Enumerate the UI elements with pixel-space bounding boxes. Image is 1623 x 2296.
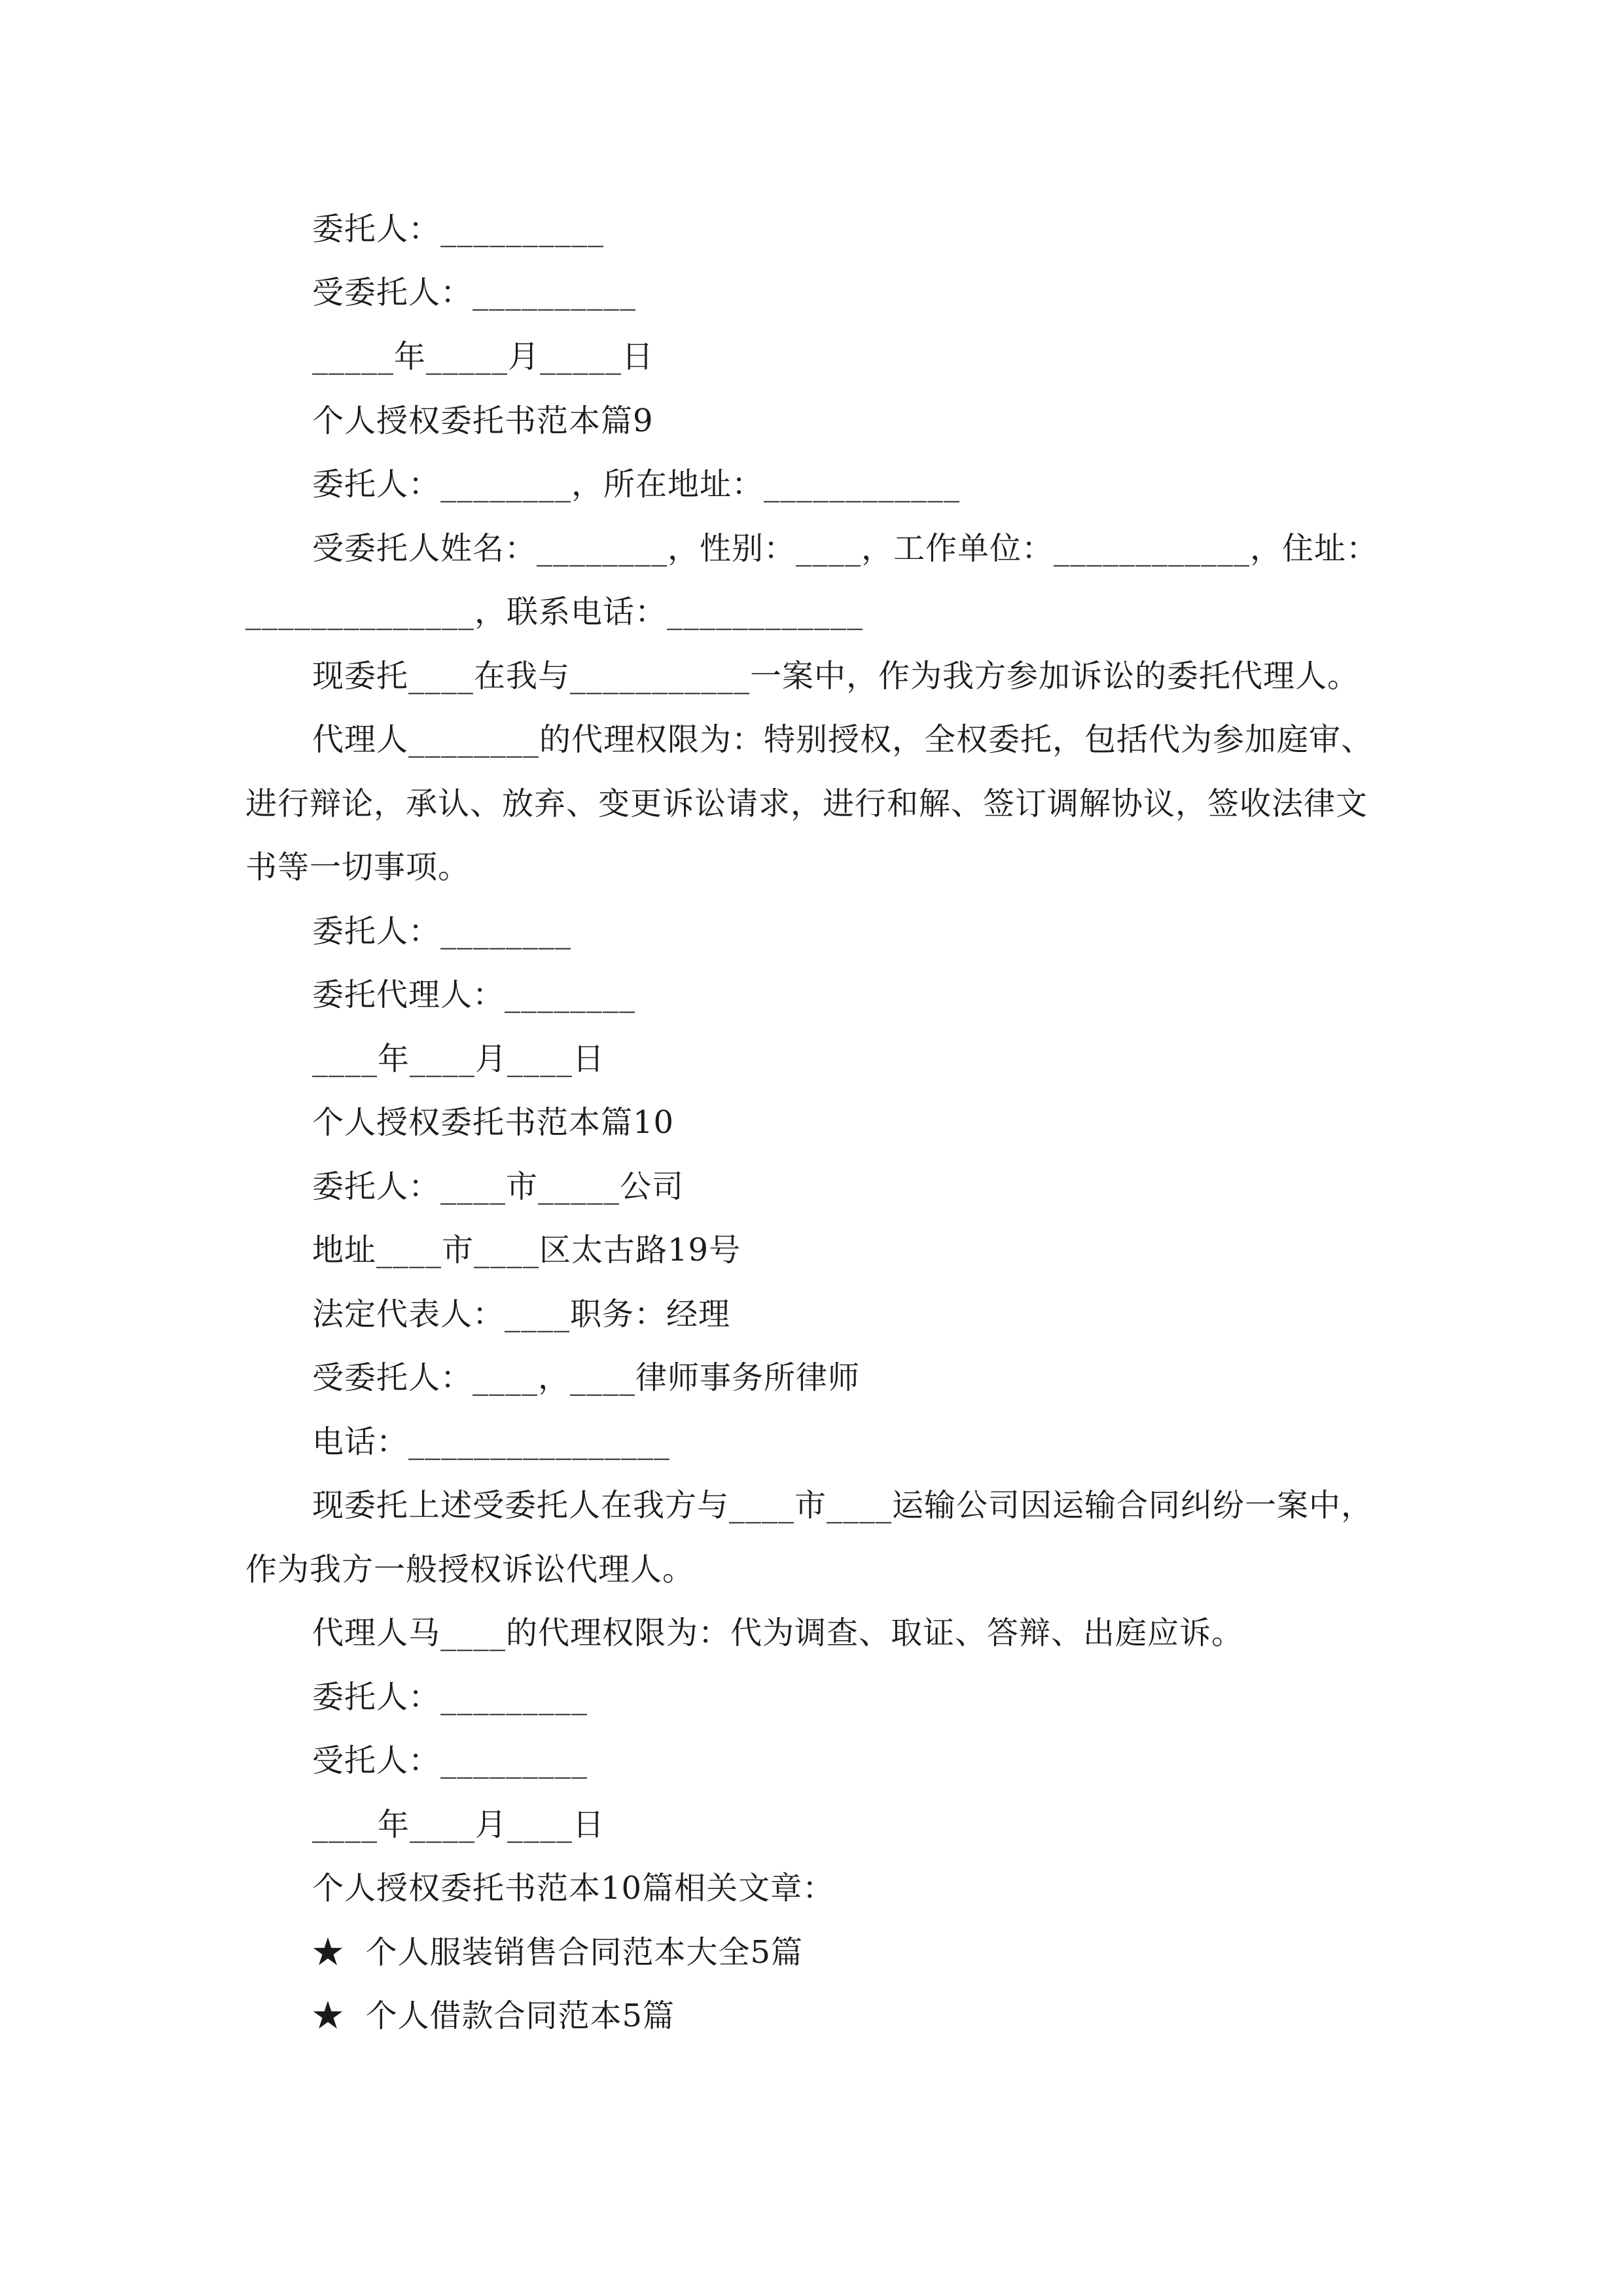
principal-address-line: 委托人：________，所在地址：____________ [312, 466, 961, 503]
section-heading: 个人授权委托书范本篇9 [312, 403, 654, 439]
authority-paragraph-line: 代理人________的代理权限为：特别授权，全权委托，包括代为参加庭审、 [312, 721, 1374, 758]
phone-line: 电话：________________ [312, 1424, 671, 1460]
principal-line: 委托人：________ [312, 913, 572, 950]
authority-paragraph-line: 书等一切事项。 [245, 849, 471, 886]
agent-line: 受委托人：____，____律师事务所律师 [312, 1359, 861, 1396]
entrustment-paragraph-line: 现委托上述受委托人在我方与____市____运输公司因运输合同纠纷一案中， [312, 1487, 1374, 1524]
date-line: ____年____月____日 [312, 1041, 605, 1077]
authority-paragraph-line: 进行辩论，承认、放弃、变更诉讼请求，进行和解、签订调解协议，签收法律文 [245, 785, 1368, 822]
legal-representative-line: 法定代表人：____职务：经理 [312, 1296, 731, 1333]
principal-line: 委托人：_________ [312, 1679, 588, 1715]
agent-line: 受托人：_________ [312, 1742, 588, 1779]
date-line: _____年_____月_____日 [312, 338, 654, 375]
related-article-link[interactable]: ★ 个人服装销售合同范本大全5篇 [312, 1934, 804, 1971]
related-articles-heading: 个人授权委托书范本10篇相关文章： [312, 1870, 835, 1907]
section-heading: 个人授权委托书范本篇10 [312, 1104, 675, 1141]
principal-line: 委托人：__________ [312, 211, 605, 247]
address-line: 地址____市____区太古路19号 [312, 1232, 741, 1268]
agent-info-line-continued: ______________，联系电话：____________ [245, 594, 864, 630]
agent-line: 受委托人：__________ [312, 274, 637, 311]
authority-paragraph: 代理人马____的代理权限为：代为调查、取证、答辩、出庭应诉。 [312, 1615, 1244, 1651]
entrustment-paragraph-line: 作为我方一般授权诉讼代理人。 [245, 1551, 695, 1588]
entrustment-paragraph: 现委托____在我与___________一案中，作为我方参加诉讼的委托代理人。 [312, 658, 1360, 694]
related-article-link[interactable]: ★ 个人借款合同范本5篇 [312, 1998, 675, 2034]
date-line: ____年____月____日 [312, 1806, 605, 1843]
agent-info-line: 受委托人姓名：________，性别：____，工作单位：____________，住址： [312, 530, 1379, 567]
principal-company-line: 委托人：____市_____公司 [312, 1168, 685, 1205]
agent-line: 委托代理人：________ [312, 977, 636, 1013]
